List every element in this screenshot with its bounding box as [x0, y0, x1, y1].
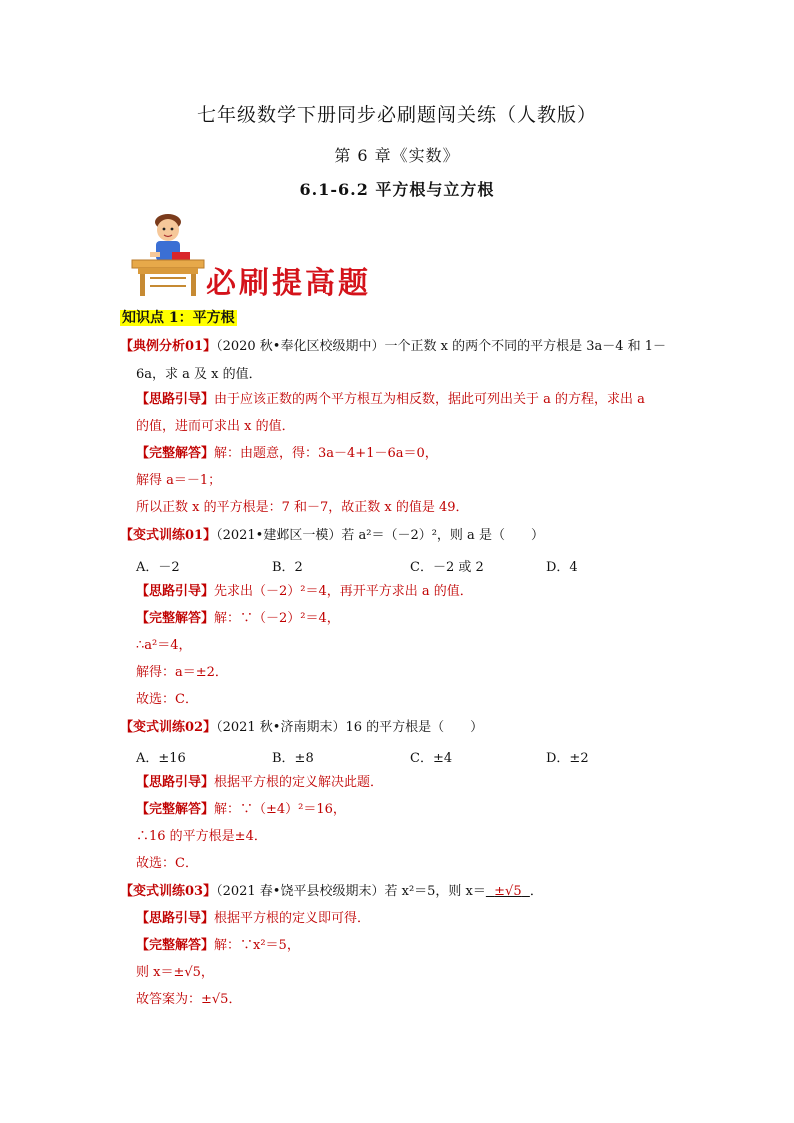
- example-answer-line2: 解得 a＝－1；: [136, 473, 222, 488]
- variant3-question-text: （2021 春•饶平县校级期末）若 x²＝5，则 x＝: [216, 884, 486, 899]
- variant3-answer-line1: [136, 937, 300, 955]
- variant1-answer-tag: 【完整解答】: [136, 611, 215, 626]
- variant1-tag: 【变式训练01】: [120, 528, 217, 543]
- variant1-answer-text: 解：∵（－2）²＝4，: [214, 611, 340, 626]
- variant2-option-d: D．±2: [546, 751, 589, 766]
- variant3-answer-line3: 故答案为：±√5．: [136, 992, 242, 1007]
- student-at-desk-illustration: [128, 208, 208, 298]
- variant1-answer-line3: 解得：a＝±2．: [136, 665, 228, 680]
- section-title: 6.1-6.2 平方根与立方根: [299, 180, 495, 199]
- variant2-answer-line3: 故选：C．: [136, 856, 198, 871]
- variant2-answer-text: 解：∵（±4）²＝16，: [214, 802, 346, 817]
- hint-text: 由于应该正数的两个平方根互为相反数，据此可列出关于 a 的方程，求出 a: [214, 392, 645, 407]
- variant1-answer-line4: 故选：C．: [136, 692, 198, 707]
- variant2-answer-line2: ∴16 的平方根是±4．: [136, 829, 267, 844]
- variant3-hint-tag: 【思路引导】: [136, 911, 215, 926]
- knowledge-point-label: 知识点 1：平方根: [122, 310, 235, 326]
- variant1-option-d: D．4: [546, 560, 578, 575]
- variant1-answer-line2: ∴a²＝4，: [136, 638, 192, 653]
- variant3-answer-text: 解：∵x²＝5，: [214, 938, 300, 953]
- variant2-question-text: （2021 秋•济南期末）16 的平方根是（ ）: [216, 720, 484, 735]
- example-tag: 【典例分析01】: [120, 339, 217, 354]
- example-answer-line1: [136, 445, 438, 463]
- knowledge-point-heading: [120, 307, 237, 327]
- variant2-answer-line1: [136, 801, 346, 819]
- variant1-question: [120, 527, 544, 545]
- document-title: 七年级数学下册同步必刷题闯关练（人教版）: [196, 104, 597, 126]
- variant1-hint: [136, 583, 473, 601]
- example-question-line1: [120, 338, 666, 356]
- variant2-question: [120, 719, 483, 737]
- example-question-line2: 6a，求 a 及 x 的值．: [136, 367, 262, 382]
- example-hint-line2: 的值，进而可求出 x 的值．: [136, 419, 295, 434]
- variant3-fill-blank: [486, 884, 530, 899]
- variant2-hint: [136, 774, 383, 792]
- variant1-option-c: C．－2 或 2: [410, 560, 484, 575]
- variant3-hint-text: 根据平方根的定义即可得．: [214, 911, 371, 926]
- variant1-answer-line1: [136, 610, 340, 628]
- answer-tag: 【完整解答】: [136, 446, 215, 461]
- student-icon: [128, 208, 208, 298]
- variant2-option-b: B．±8: [272, 751, 314, 766]
- variant1-hint-text: 先求出（－2）²＝4，再开平方求出 a 的值．: [214, 584, 473, 599]
- variant2-answer-tag: 【完整解答】: [136, 802, 215, 817]
- variant3-blank-answer: ±√5: [494, 884, 522, 899]
- example-question-text: 一个正数 x 的两个不同的平方根是 3a－4 和 1－: [384, 339, 667, 354]
- variant2-tag: 【变式训练02】: [120, 720, 217, 735]
- variant3-tag: 【变式训练03】: [120, 884, 217, 899]
- hint-tag: 【思路引导】: [136, 392, 215, 407]
- variant1-option-b: B．2: [272, 560, 303, 575]
- variant2-hint-text: 根据平方根的定义解决此题．: [214, 775, 384, 790]
- chapter-title: 第 6 章《实数》: [334, 146, 460, 165]
- variant1-option-a: A．－2: [136, 560, 180, 575]
- variant1-hint-tag: 【思路引导】: [136, 584, 215, 599]
- variant2-option-c: C．±4: [410, 751, 453, 766]
- example-source: （2020 秋•奉化区校级期中）: [216, 339, 385, 354]
- example-hint-line1: [136, 391, 645, 409]
- example-answer-line3: 所以正数 x 的平方根是：7 和－7，故正数 x 的值是 49．: [136, 500, 469, 515]
- variant3-hint: [136, 910, 370, 928]
- variant3-question: 【变式训练03】（2021 春•饶平县校级期末）若 x²＝5，则 x＝ ±√5 ．: [120, 884, 543, 899]
- variant1-question-text: （2021•建邺区一模）若 a²＝（－2）²，则 a 是（ ）: [216, 528, 544, 543]
- variant3-answer-line2: 则 x＝±√5，: [136, 965, 214, 980]
- answer-text: 解：由题意，得：3a－4+1－6a＝0，: [214, 446, 438, 461]
- variant2-option-a: A．±16: [136, 751, 186, 766]
- variant3-answer-tag: 【完整解答】: [136, 938, 215, 953]
- banner-title: 必刷提高题: [206, 266, 371, 301]
- variant2-hint-tag: 【思路引导】: [136, 775, 215, 790]
